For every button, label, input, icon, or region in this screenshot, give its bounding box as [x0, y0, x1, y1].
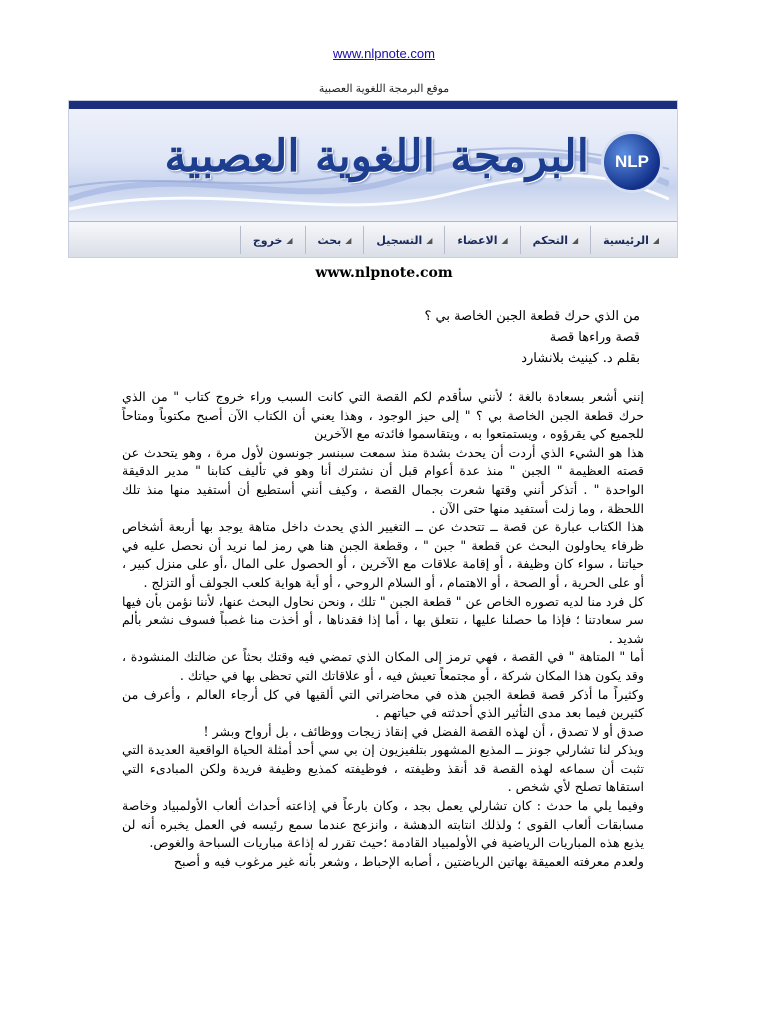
paragraph: وكثيراً ما أذكر قصة قطعة الجبن هذه في محاضراتي التي ألقيها في كل أرجاء العالم ، وأعرف من كثيرين فيما بعد مدى التأثير الذي أحدثته في حياتهم . [122, 686, 644, 721]
paragraph: كل فرد منا لديه تصوره الخاص عن " قطعة الجبن " تلك ، ونحن نحاول البحث عنها، لأننا نؤمن بأن فيها سر سعادتنا ؛ فإذا ما حصلنا عليها ، نتعلق بها ، أما إذا فقدناها ، أو أخذت منا غصباً فسوف نشعر بألم شديد . [122, 593, 644, 646]
chevron-down-icon: ◢ [501, 235, 508, 245]
banner-art [69, 109, 677, 221]
paragraph: ولعدم معرفته العميقة بهاتين الرياضتين ، أصابه الإحباط ، وشعر بأنه غير مرغوب فيه و أصبح [173, 853, 644, 869]
article-body [122, 388, 644, 871]
chevron-down-icon: ◢ [286, 235, 293, 245]
article-author: بقلم د. كينيث بلانشارد [521, 351, 640, 366]
chevron-down-icon: ◢ [571, 235, 579, 245]
nav-label: بحث [317, 233, 342, 247]
nav-label: التحكم [532, 233, 568, 247]
nav-label: الرئيسية [603, 233, 649, 247]
chevron-down-icon: ◢ [652, 235, 659, 245]
banner-title: البرمجة اللغوية العصبية [164, 131, 589, 182]
paragraph: أما " المتاهة " في القصة ، فهي ترمز إلى المكان الذي تمضي فيه وقتك بحثاً عن ضالتك المنشودة ، وقد يكون هذا المكان شركة ، أو مجتمعاً تعيش فيه ، أو علاقاتك التي تحظى بها في حياتك . [122, 649, 644, 683]
site-banner [68, 100, 678, 258]
paragraph: صدق أو لا تصدق ، أن لهذه القصة الفضل في إنقاذ زيجات ووظائف ، بل أرواح وبشر ! [203, 723, 644, 739]
nav-label: خروج [252, 233, 283, 247]
nav-label: التسجيل [376, 233, 423, 247]
site-link[interactable]: www.nlpnote.com [333, 46, 435, 61]
nav-members[interactable] [444, 226, 519, 254]
nav-home[interactable] [590, 226, 671, 254]
paragraph: ويذكر لنا تشارلي جونز ــ المذيع المشهور بتلفيزيون إن بي سي أحد أمثلة الحياة الواقعية العديدة التي تثبت أن سماعه لهذه القصة قد أنقذ وظيفته ، فوظيفته كمذيع وظيفة فريدة ولكن المبادىء التي استقاها تصلح لأي شخص . [122, 742, 644, 795]
article-title: من الذي حرك قطعة الجبن الخاصة بي ؟ [424, 309, 640, 324]
nlp-logo[interactable]: NLP [601, 131, 663, 193]
paragraph: إنني أشعر بسعادة بالغة ؛ لأنني سأقدم لكم القصة التي كانت السبب وراء خروج كتاب " من الذي حرك قطعة الجبن الخاصة بي ؟ " إلى حيز الوجود ، وهذا يعني أن الكتاب الآن أصبح مكتوباً ومتاحاً للجميع كي يقرؤوه ، ويستمتعوا به ، ويتقاسموا فائدته مع الآخرين [122, 389, 644, 442]
article-subtitle: قصة وراءها قصة [549, 330, 640, 345]
paragraph: هذا الكتاب عبارة عن قصة ــ تتحدث عن ــ التغيير الذي يحدث داخل متاهة يوجد بها أربعة أشخاص ظرفاء يحاولون البحث عن قطعة " جبن " ، وقطعة الجبن هنا هي رمز لما نريد أن نحصل عليه في حياتنا ، سواء كان وظيفة ، أو إقامة علاقات مع الآخرين ، أو الحصول على المال ،أو على منزل كبير ، أو على الحرية ، أو الصحة ، أو الاهتمام ، أو السلام الروحي ، أو أية هواية كلعب الجولف أو التزلج . [122, 519, 644, 590]
paragraph: هذا هو الشيء الذي أردت أن يحدث بشدة منذ سمعت سبنسر جونسون لأول مرة ، وهو يتحدث عن قصته العظيمة " الجبن " منذ عدة أعوام قبل أن نشترك أنا وهو في تأليف كتابنا " مدير الدقيقة الواحدة " . أتذكر أنني وقتها شعرت بجمال القصة ، وكيف أنني أستطيع أن أستفيد منها منذ تلك اللحظة ، وما زلت أستفيد منها حتى الآن . [122, 444, 644, 516]
nav-control-panel[interactable] [520, 226, 591, 254]
article-site-url: www.nlpnote.com [315, 265, 453, 281]
nav-logout[interactable] [240, 226, 305, 254]
article-heading [120, 306, 640, 369]
chevron-down-icon: ◢ [426, 235, 433, 245]
nav-search[interactable] [305, 226, 364, 254]
banner-top-strip [69, 101, 677, 109]
paragraph: وفيما يلي ما حدث : كان تشارلي يعمل بجد ، وكان بارعاً في إذاعته أحداث ألعاب الأولمبياد وخاصة مسابقات ألعاب القوى ؛ ولذلك انتابته الدهشة ، وانزعج عندما سمع رئيسه في العمل يخبره أنه لن يذيع هذه المباريات الرياضية في الأولمبياد القادمة ؛حيث تقرر له إذاعة مباريات السباحة والغوص. [122, 798, 644, 851]
chevron-down-icon: ◢ [345, 235, 352, 245]
nav-label: الاعضاء [457, 233, 498, 247]
nav-register[interactable] [363, 226, 444, 254]
site-caption: موقع البرمجة اللغوية العصبية [318, 83, 450, 95]
nav-bar [69, 221, 677, 258]
